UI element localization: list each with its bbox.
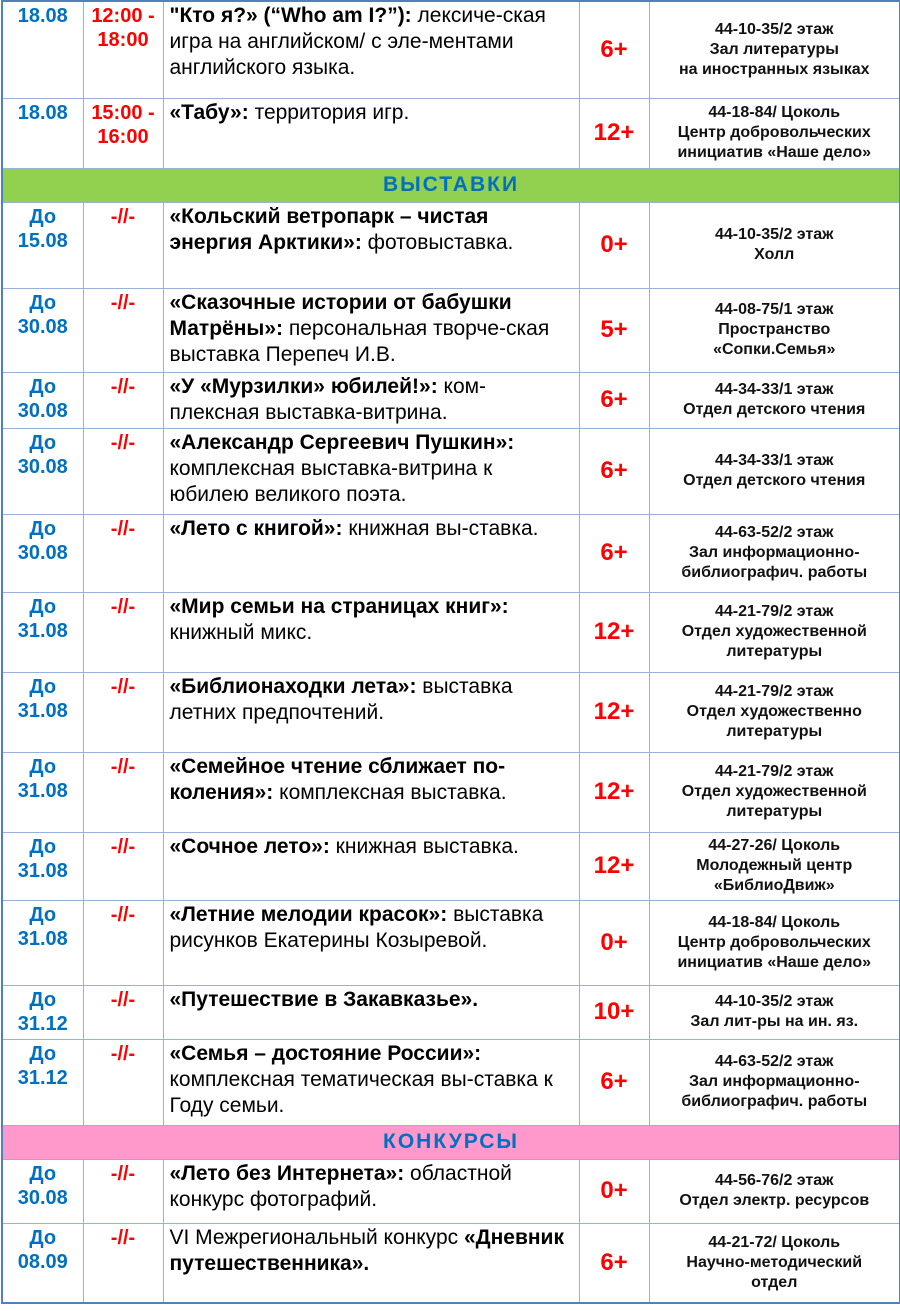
time-cell <box>83 1159 163 1223</box>
time-ditto-mark: -//- <box>110 595 136 618</box>
phone-floor: 44-34-33/1 этаж <box>714 381 834 398</box>
event-title: «Лето без Интернета»: <box>169 1161 405 1185</box>
time-ditto-mark: -//- <box>110 988 136 1011</box>
time-ditto-mark: -//- <box>110 517 136 540</box>
date-prefix: До <box>29 1162 57 1185</box>
date-cell <box>2 288 83 372</box>
location-name: Центр добровольческих <box>677 124 871 141</box>
age-rating: 5+ <box>600 316 628 343</box>
date-text: 31.08 <box>17 927 68 950</box>
age-rating: 6+ <box>600 35 628 63</box>
location-cell <box>649 372 900 428</box>
schedule-body <box>2 1 900 1303</box>
date-text: 30.08 <box>17 455 68 478</box>
age-rating: 12+ <box>593 778 635 805</box>
age-rating: 6+ <box>600 386 628 413</box>
event-description: книжная выставка. <box>329 834 519 858</box>
date-text: 08.09 <box>17 1250 68 1273</box>
location-cell <box>649 288 900 372</box>
event-title: «Путешествие в Закавказье». <box>169 987 479 1011</box>
location-name: Пространство <box>718 321 831 338</box>
event-title: «Сказочные истории от бабушки Матрёны»: <box>169 290 512 340</box>
age-rating-cell <box>579 202 649 288</box>
table-row <box>2 202 900 288</box>
event-description: областной конкурс фотографий. <box>169 1161 512 1211</box>
time-start: 12:00 - <box>91 5 155 27</box>
date-prefix: До <box>29 988 57 1011</box>
date-prefix: До <box>29 755 57 778</box>
event-description: территория игр. <box>248 100 410 124</box>
section-header-contests <box>2 1125 900 1159</box>
date-cell <box>2 1159 83 1223</box>
date-prefix: До <box>29 595 57 618</box>
time-cell <box>83 1039 163 1125</box>
phone-floor: 44-21-79/2 этаж <box>714 763 834 780</box>
location-name: отдел <box>751 1273 798 1291</box>
time-cell <box>83 832 163 900</box>
date-prefix: До <box>29 291 57 314</box>
time-ditto-mark: -//- <box>110 431 136 454</box>
table-row <box>2 985 900 1039</box>
description-cell <box>163 1223 579 1303</box>
location-name: Отдел художественно <box>686 703 862 720</box>
date-prefix: До <box>29 835 57 858</box>
location-name: Научно-методический <box>686 1253 863 1271</box>
phone-floor: 44-10-35/2 этаж <box>714 993 834 1010</box>
description-cell <box>163 514 579 592</box>
date-text: 18.08 <box>17 101 68 124</box>
section-title: КОНКУРСЫ <box>2 1125 900 1159</box>
table-row <box>2 98 900 168</box>
phone-floor: 44-21-72/ Цоколь <box>708 1233 841 1251</box>
date-cell <box>2 752 83 832</box>
location-cell <box>649 672 900 752</box>
event-description: книжный микс. <box>169 620 313 644</box>
age-rating-cell <box>579 1223 649 1303</box>
event-title: "Кто я?» (“Who am I?”): <box>169 4 412 27</box>
time-ditto-mark: -//- <box>110 835 136 858</box>
phone-floor: 44-27-26/ Цоколь <box>708 837 841 854</box>
event-title: «Семейное чтение сближает по-коления»: <box>169 754 506 804</box>
date-cell <box>2 514 83 592</box>
date-text: 31.08 <box>17 859 68 882</box>
age-rating-cell <box>579 672 649 752</box>
time-end: 16:00 <box>97 125 149 148</box>
table-row <box>2 1039 900 1125</box>
description-cell <box>163 985 579 1039</box>
event-description: лексиче-ская игра на английском/ с эле-ментами английского языка. <box>169 4 546 79</box>
location-cell <box>649 592 900 672</box>
date-cell <box>2 1223 83 1303</box>
age-rating: 6+ <box>600 539 628 566</box>
age-rating: 0+ <box>600 231 628 258</box>
age-rating: 6+ <box>600 1068 628 1095</box>
location-cell <box>649 985 900 1039</box>
location-name: Зал литературы <box>709 40 839 58</box>
age-rating-cell <box>579 1 649 98</box>
date-cell <box>2 1 83 98</box>
phone-floor: 44-21-79/2 этаж <box>714 683 834 700</box>
date-cell <box>2 832 83 900</box>
event-title: «Библионаходки лета»: <box>169 674 417 698</box>
location-name: на иностранных языках <box>678 60 870 78</box>
time-ditto-mark: -//- <box>110 291 136 314</box>
event-title: «Семья – достояние России»: <box>169 1041 482 1065</box>
location-name: Отдел детского чтения <box>683 401 866 418</box>
table-row <box>2 592 900 672</box>
age-rating: 0+ <box>600 1177 628 1204</box>
age-rating: 6+ <box>600 457 628 484</box>
phone-floor: 44-56-76/2 этаж <box>714 1172 834 1189</box>
age-rating-cell <box>579 900 649 985</box>
age-rating-cell <box>579 514 649 592</box>
location-cell <box>649 1223 900 1303</box>
description-cell <box>163 752 579 832</box>
description-cell <box>163 900 579 985</box>
phone-floor: 44-63-52/2 этаж <box>714 524 834 541</box>
section-title: ВЫСТАВКИ <box>2 168 900 202</box>
date-text: 31.08 <box>17 699 68 722</box>
event-title: «Александр Сергеевич Пушкин»: <box>169 430 515 454</box>
description-cell <box>163 1159 579 1223</box>
location-name: литературы <box>726 803 823 820</box>
date-prefix: До <box>29 205 57 228</box>
phone-floor: 44-18-84/ Цоколь <box>708 104 841 121</box>
table-row <box>2 832 900 900</box>
table-row <box>2 372 900 428</box>
time-end: 18:00 <box>97 29 149 51</box>
description-cell <box>163 288 579 372</box>
location-cell <box>649 752 900 832</box>
time-ditto-mark: -//- <box>110 1162 136 1185</box>
location-name: Отдел электр. ресурсов <box>679 1192 870 1209</box>
phone-floor: 44-34-33/1 этаж <box>714 452 834 469</box>
date-prefix: До <box>29 1226 57 1249</box>
description-cell <box>163 428 579 514</box>
time-cell <box>83 672 163 752</box>
section-header-exhibitions <box>2 168 900 202</box>
date-cell <box>2 900 83 985</box>
phone-floor: 44-10-35/2 этаж <box>714 20 834 38</box>
table-row <box>2 1223 900 1303</box>
age-rating-cell <box>579 428 649 514</box>
phone-floor: 44-21-79/2 этаж <box>714 603 834 620</box>
time-cell <box>83 514 163 592</box>
description-cell <box>163 672 579 752</box>
location-name: Холл <box>754 246 795 263</box>
age-rating: 12+ <box>593 618 635 645</box>
event-description: фотовыставка. <box>361 230 514 254</box>
location-cell <box>649 1039 900 1125</box>
time-start: 15:00 - <box>91 101 155 124</box>
table-row <box>2 428 900 514</box>
time-ditto-mark: -//- <box>110 1226 136 1249</box>
age-rating-cell <box>579 288 649 372</box>
location-name: Зал информационно- <box>688 1073 860 1090</box>
date-prefix: До <box>29 517 57 540</box>
event-title-prefix: VI Межрегиональный конкурс <box>169 1225 464 1249</box>
description-cell <box>163 832 579 900</box>
date-text: 30.08 <box>17 1186 68 1209</box>
time-cell <box>83 202 163 288</box>
time-ditto-mark: -//- <box>110 375 136 398</box>
event-description: ком-плексная выставка-витрина. <box>169 374 487 424</box>
age-rating-cell <box>579 98 649 168</box>
date-cell <box>2 428 83 514</box>
event-title: «Лето с книгой»: <box>169 516 343 540</box>
age-rating: 10+ <box>593 998 635 1025</box>
location-cell <box>649 1159 900 1223</box>
time-ditto-mark: -//- <box>110 1042 136 1065</box>
location-name: Отдел художественной <box>681 783 867 800</box>
time-cell <box>83 288 163 372</box>
events-schedule-table <box>1 0 900 1304</box>
location-name: Отдел детского чтения <box>683 472 866 489</box>
date-prefix: До <box>29 903 57 926</box>
time-cell <box>83 1223 163 1303</box>
date-prefix: До <box>29 431 57 454</box>
date-cell <box>2 98 83 168</box>
date-text: 15.08 <box>17 229 68 252</box>
description-cell <box>163 98 579 168</box>
event-description: выставка рисунков Екатерины Козыревой. <box>169 902 544 952</box>
event-description: книжная вы-ставка. <box>342 516 539 540</box>
event-title: «Кольский ветропарк – чистая энергия Арктики»: <box>169 204 489 254</box>
event-description: персональная творче-ская выставка Перепеч И.В. <box>169 316 550 366</box>
description-cell <box>163 1039 579 1125</box>
table-row <box>2 900 900 985</box>
time-cell <box>83 98 163 168</box>
age-rating: 12+ <box>593 698 635 725</box>
time-cell <box>83 428 163 514</box>
event-description: комплексная тематическая вы-ставка к Году семьи. <box>169 1067 553 1117</box>
location-cell <box>649 900 900 985</box>
age-rating-cell <box>579 372 649 428</box>
location-name: Зал информационно- <box>688 544 860 561</box>
age-rating-cell <box>579 752 649 832</box>
time-cell <box>83 592 163 672</box>
time-cell <box>83 985 163 1039</box>
location-cell <box>649 832 900 900</box>
description-cell <box>163 202 579 288</box>
event-title: «Мир семьи на страницах книг»: <box>169 594 509 618</box>
date-cell <box>2 592 83 672</box>
date-prefix: До <box>29 675 57 698</box>
age-rating-cell <box>579 1039 649 1125</box>
location-cell <box>649 1 900 98</box>
location-cell <box>649 428 900 514</box>
time-ditto-mark: -//- <box>110 755 136 778</box>
age-rating-cell <box>579 592 649 672</box>
location-name: «Сопки.Семья» <box>713 341 836 358</box>
date-text: 31.08 <box>17 779 68 802</box>
table-row <box>2 1 900 98</box>
date-text: 31.08 <box>17 619 68 642</box>
phone-floor: 44-18-84/ Цоколь <box>708 913 841 931</box>
event-title: «Дневник путешественника». <box>169 1225 564 1275</box>
event-description: комплексная выставка-витрина к юбилею великого поэта. <box>169 456 493 506</box>
time-cell <box>83 752 163 832</box>
time-cell <box>83 1 163 98</box>
location-name: Центр добровольческих <box>677 933 871 951</box>
date-text: 30.08 <box>17 399 68 422</box>
event-description: комплексная выставка. <box>273 780 507 804</box>
location-name: инициатив «Наше дело» <box>677 144 872 161</box>
date-text: 30.08 <box>17 315 68 338</box>
date-cell <box>2 672 83 752</box>
location-name: литературы <box>726 723 823 740</box>
location-name: Зал лит-ры на ин. яз. <box>690 1013 859 1030</box>
phone-floor: 44-63-52/2 этаж <box>714 1053 834 1070</box>
date-cell <box>2 985 83 1039</box>
age-rating: 0+ <box>600 928 628 956</box>
location-cell <box>649 98 900 168</box>
date-cell <box>2 1039 83 1125</box>
location-cell <box>649 514 900 592</box>
description-cell <box>163 1 579 98</box>
age-rating-cell <box>579 832 649 900</box>
location-name: библиографич. работы <box>681 564 868 581</box>
date-text: 31.12 <box>17 1012 68 1035</box>
phone-floor: 44-08-75/1 этаж <box>714 301 834 318</box>
time-cell <box>83 372 163 428</box>
date-cell <box>2 372 83 428</box>
date-text: 31.12 <box>17 1066 68 1089</box>
location-name: библиографич. работы <box>681 1093 868 1110</box>
age-rating: 12+ <box>593 119 635 146</box>
phone-floor: 44-10-35/2 этаж <box>714 226 834 243</box>
location-name: литературы <box>726 643 823 660</box>
table-row <box>2 514 900 592</box>
description-cell <box>163 592 579 672</box>
table-row <box>2 752 900 832</box>
table-row <box>2 288 900 372</box>
age-rating-cell <box>579 1159 649 1223</box>
location-cell <box>649 202 900 288</box>
event-title: «Табу»: <box>169 100 249 124</box>
date-cell <box>2 202 83 288</box>
age-rating-cell <box>579 985 649 1039</box>
date-text: 30.08 <box>17 541 68 564</box>
time-ditto-mark: -//- <box>110 675 136 698</box>
location-name: Отдел художественной <box>681 623 867 640</box>
event-description: выставка летних предпочтений. <box>169 674 513 724</box>
location-name: Молодежный центр <box>696 857 853 874</box>
event-title: «Сочное лето»: <box>169 834 330 858</box>
table-row <box>2 1159 900 1223</box>
date-text: 18.08 <box>17 5 68 27</box>
age-rating: 6+ <box>600 1248 628 1276</box>
location-name: инициатив «Наше дело» <box>677 953 872 971</box>
date-prefix: До <box>29 375 57 398</box>
event-title: «Летние мелодии красок»: <box>169 902 448 926</box>
time-ditto-mark: -//- <box>110 205 136 228</box>
age-rating: 12+ <box>593 852 635 879</box>
time-ditto-mark: -//- <box>110 903 136 926</box>
event-title: «У «Мурзилки» юбилей!»: <box>169 374 438 398</box>
date-prefix: До <box>29 1042 57 1065</box>
table-row <box>2 672 900 752</box>
time-cell <box>83 900 163 985</box>
location-name: «БиблиоДвиж» <box>713 877 835 894</box>
description-cell <box>163 372 579 428</box>
